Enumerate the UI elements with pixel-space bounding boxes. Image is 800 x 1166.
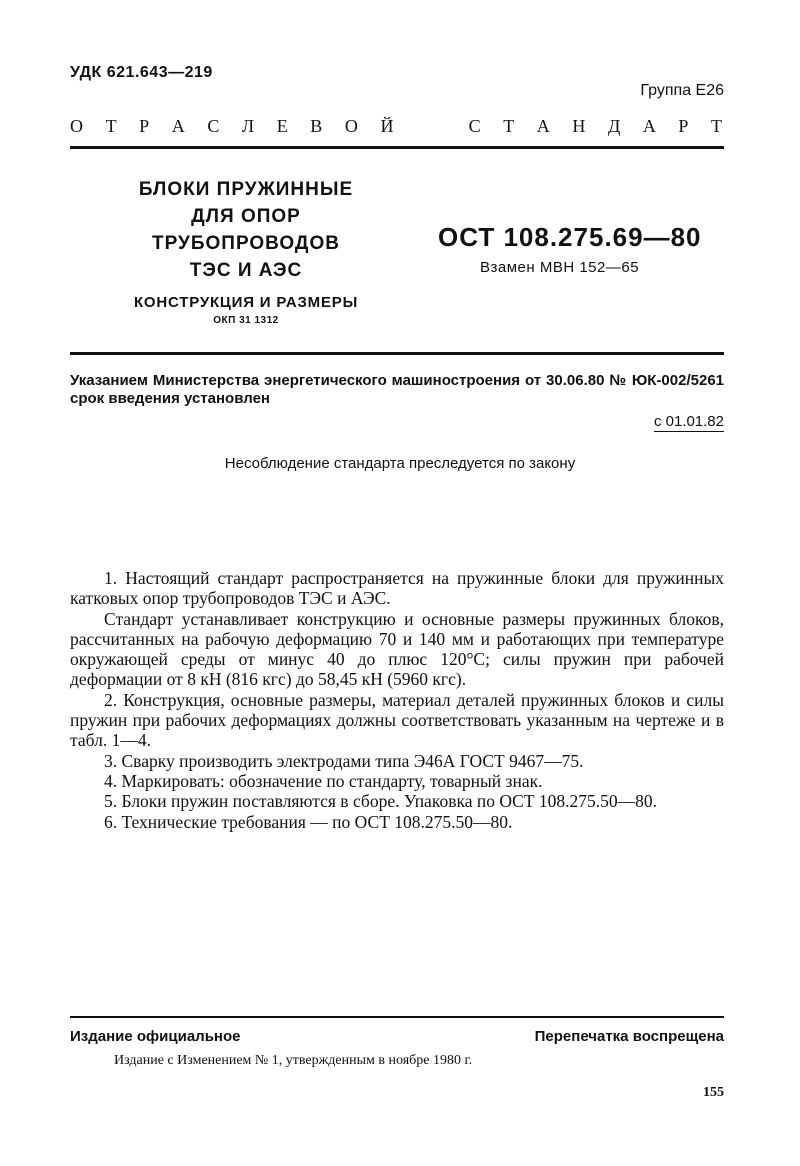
law-notice: Несоблюдение стандарта преследуется по закону [224,455,576,472]
paragraph: 3. Сварку производить электродами типа Э46А ГОСТ 9467—75. [104,750,584,771]
heading-letter: О [344,116,358,136]
heading-letter: Д [607,116,621,136]
effective-date: с 01.01.82 [653,413,724,430]
change-note: Издание с Изменением № 1, утвержденным в ноябре 1980 г. [114,1053,473,1068]
title-block [104,176,388,326]
page-number: 155 [703,1085,724,1100]
heading-letter: Р [139,116,150,136]
heading-letter: С [468,116,481,136]
title-line: ТЭС И АЭС [189,260,303,281]
subtitle: КОНСТРУКЦИЯ И РАЗМЕРЫ [133,294,359,311]
heading-letter: В [310,116,323,136]
footer-rule [70,1016,724,1018]
heading-letter: Й [380,116,394,136]
paragraph: 2. Конструкция, основные размеры, материал деталей пружинных блоков и силы пружин при рабочих деформациях должны соответствовать указанным на чертеже и в табл. 1—4. [70,689,724,751]
standard-type-heading [70,116,722,137]
word-gap [416,116,446,137]
heading-letter: О [70,116,83,136]
heading-letter: А [171,116,185,136]
reprint-label: Перепечатка воспрещена [534,1028,724,1045]
heading-letter: Е [276,116,288,136]
heading-letter: Т [105,116,117,136]
paragraph: 1. Настоящий стандарт распространяется на пружинные блоки для пружинных катковых опор трубопроводов ТЭС и АЭС. [70,568,724,609]
replaces-note: Взамен МВН 152—65 [480,259,640,276]
body-text [70,568,724,832]
title-line: ДЛЯ ОПОР [191,206,301,227]
paragraph: Стандарт устанавливает конструкцию и основные размеры пружинных блоков, рассчитанных на рабочую деформацию 70 и 140 мм и работающих при температуре окружающей среды от минус 40 до плюс 120°С; силы пружин при рабочей деформации от 8 кН (816 кгс) до 58,45 кН (5960 кгс). [70,608,724,690]
title-line: БЛОКИ ПРУЖИННЫЕ [138,179,354,200]
heading-letter: Н [572,116,586,136]
paragraph: 5. Блоки пружин поставляются в сборе. Упаковка по ОСТ 108.275.50—80. [104,791,658,812]
header-rule [70,146,724,149]
group-code: Группа Е26 [640,82,724,99]
title-rule [70,352,724,355]
edition-label: Издание официальное [70,1028,241,1045]
title-line: ТРУБОПРОВОДОВ [152,233,340,254]
heading-letter: А [536,116,550,136]
heading-letter: С [207,116,220,136]
heading-letter: Т [710,116,722,136]
heading-letter: Л [241,116,255,136]
okp-code: ОКП 31 1312 [213,315,279,326]
standard-designation: ОСТ 108.275.69—80 [438,222,702,252]
decree-text: Указанием Министерства энергетического машиностроения от 30.06.80 № ЮК-002/5261 срок введения установлен [70,372,724,407]
heading-letter: Т [503,116,515,136]
udk-code: УДК 621.643—219 [70,64,213,81]
paragraph: 4. Маркировать: обозначение по стандарту, товарный знак. [104,770,543,791]
paragraph: 6. Технические требования — по ОСТ 108.275.50—80. [104,811,513,832]
heading-letter: Р [678,116,689,136]
heading-letter: А [642,116,656,136]
